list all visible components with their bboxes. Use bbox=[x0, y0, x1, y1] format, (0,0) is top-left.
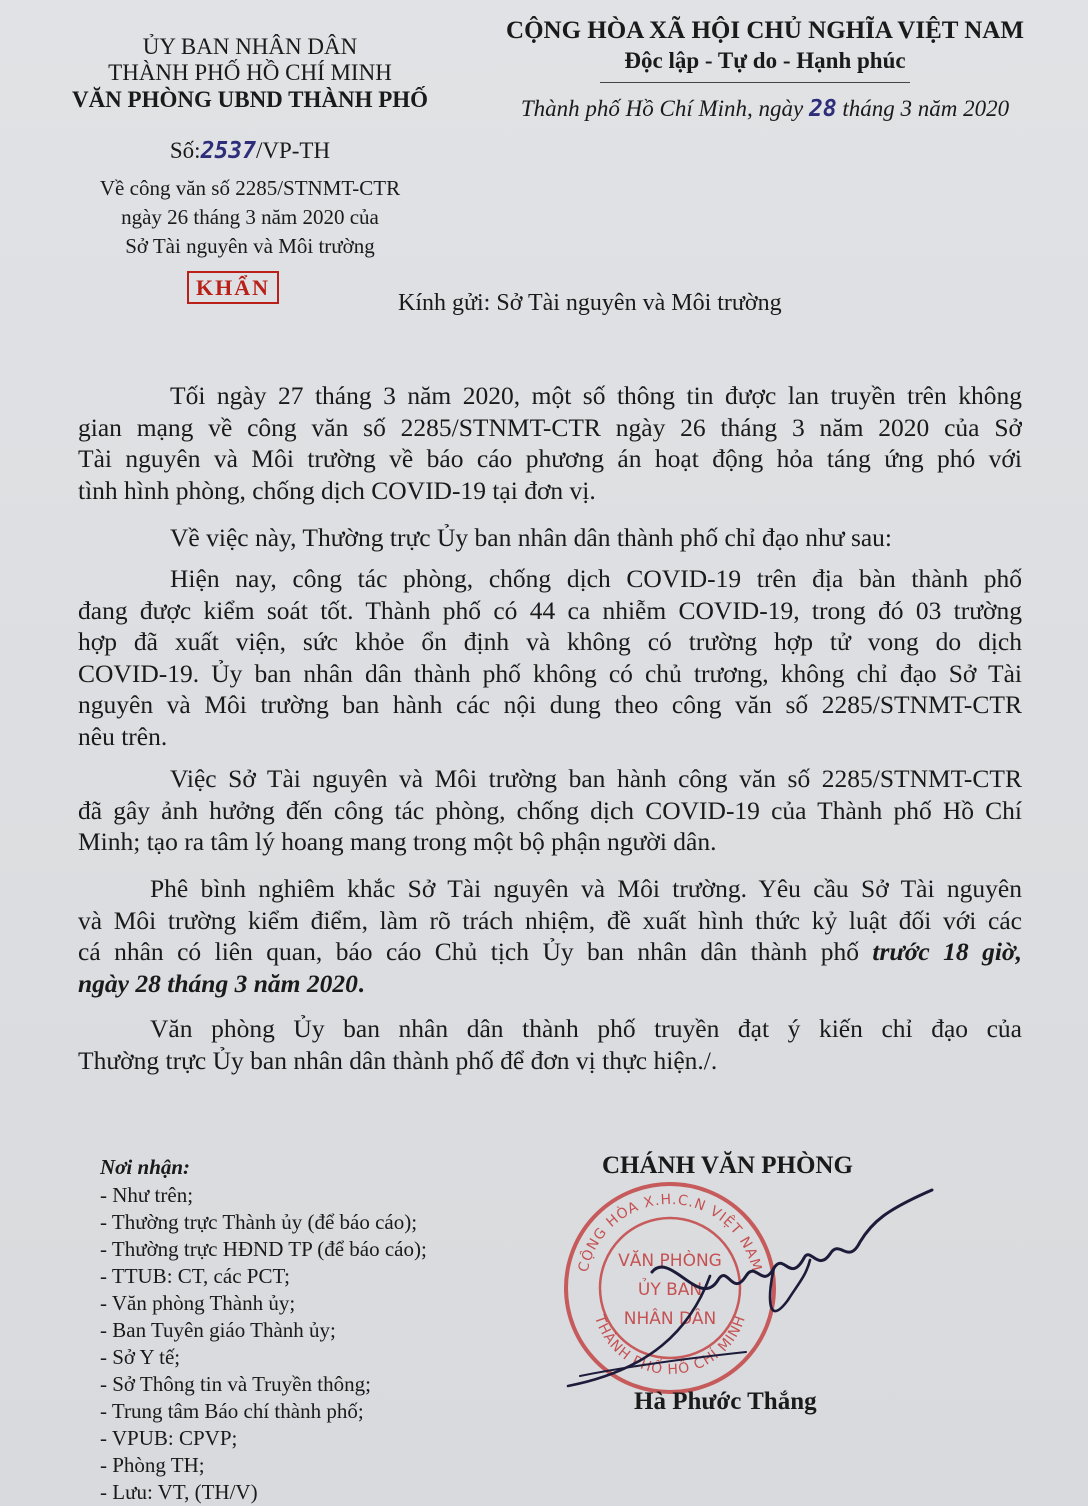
body-line bbox=[78, 936, 1022, 968]
body-line: nêu trên. bbox=[78, 721, 168, 751]
recipient-item: - Sở Y tế; bbox=[100, 1345, 181, 1369]
recipient-item: - Thường trực Thành ủy (để báo cáo); bbox=[100, 1210, 418, 1234]
deadline-emphasis: trước 18 giờ, bbox=[872, 937, 1022, 966]
agency-line-3: VĂN PHÒNG UBND THÀNH PHỐ bbox=[71, 87, 429, 112]
body-line bbox=[78, 968, 1022, 1000]
date-suffix: tháng 3 năm 2020 bbox=[836, 96, 1010, 121]
seal-center-line-3: NHÂN DÂN bbox=[623, 1309, 717, 1329]
body-line: nguyên và Môi trường ban hành các nội dung theo công văn số 2285/STNMT-CTR bbox=[78, 690, 1022, 719]
agency-line-2: THÀNH PHỐ HỒ CHÍ MINH bbox=[108, 60, 392, 85]
body-line: Văn phòng Ủy ban nhân dân thành phố truyền đạt ý kiến chỉ đạo của bbox=[150, 1014, 1022, 1043]
body-line: và Môi trường kiểm điểm, làm rõ trách nhiệm, đề xuất hình thức kỷ luật đối với các bbox=[78, 905, 1022, 935]
recipient-item: - Phòng TH; bbox=[100, 1453, 205, 1477]
motto-underline bbox=[600, 82, 910, 83]
recipient-item: - VPUB: CPVP; bbox=[100, 1426, 238, 1450]
body-text: cá nhân có liên quan, báo cáo Chủ tịch Ủy ban nhân dân thành phố bbox=[78, 937, 873, 966]
recipient-item: - TTUB: CT, các PCT; bbox=[100, 1264, 290, 1288]
date-line bbox=[470, 96, 1060, 122]
seal-center-line-1: VĂN PHÒNG bbox=[618, 1251, 722, 1271]
body-line: Thường trực Ủy ban nhân dân thành phố để đơn vị thực hiện./. bbox=[78, 1045, 718, 1075]
deadline-date: ngày 28 tháng 3 năm 2020 bbox=[78, 968, 358, 998]
signatory-name: Hà Phước Thắng bbox=[634, 1388, 817, 1415]
period: . bbox=[357, 968, 365, 998]
recipient-item: - Ban Tuyên giáo Thành ủy; bbox=[100, 1318, 336, 1342]
body-line: gian mạng về công văn số 2285/STNMT-CTR ngày 26 tháng 3 năm 2020 của Sở bbox=[78, 412, 1022, 442]
paragraph-4 bbox=[78, 763, 1022, 858]
doc-no-suffix: /VP-TH bbox=[255, 138, 331, 163]
date-prefix: Thành phố Hồ Chí Minh, ngày bbox=[520, 96, 809, 121]
recipient-line: Kính gửi: Sở Tài nguyên và Môi trường bbox=[398, 290, 782, 316]
body-line: đang được kiểm soát tốt. Thành phố có 44 ca nhiễm COVID-19, trong đó 03 trường bbox=[78, 595, 1022, 625]
paragraph-3 bbox=[78, 563, 1022, 752]
handwritten-signature bbox=[560, 1180, 980, 1410]
document-number bbox=[40, 138, 460, 164]
reference-line-2: ngày 26 tháng 3 năm 2020 của bbox=[121, 205, 379, 229]
seal-ring-top: CỘNG HÒA X.H.C.N VIỆT NAM bbox=[575, 1191, 765, 1274]
recipient-item: - Như trên; bbox=[100, 1183, 194, 1207]
body-line: hợp đã xuất viện, sức khỏe ổn định và không có trường hợp tử vong do dịch bbox=[78, 627, 1022, 656]
recipient-item: - Văn phòng Thành ủy; bbox=[100, 1291, 296, 1315]
reference-line-3: Sở Tài nguyên và Môi trường bbox=[125, 234, 375, 258]
doc-no-number: 2537 bbox=[200, 138, 256, 164]
body-line: Về việc này, Thường trực Ủy ban nhân dân thành phố chỉ đạo như sau: bbox=[170, 523, 893, 552]
body-line: đã gây ảnh hưởng đến công tác phòng, chống dịch COVID-19 của Thành phố Hồ Chí bbox=[78, 795, 1022, 825]
seal-ring-bottom: THÀNH PHỐ HỒ CHÍ MINH bbox=[591, 1313, 750, 1379]
reference-line-1: Về công văn số 2285/STNMT-CTR bbox=[99, 176, 401, 200]
paragraph-5 bbox=[78, 873, 1022, 999]
paragraph-2 bbox=[78, 522, 1022, 554]
body-line: Tài nguyên và Môi trường về báo cáo phương án hoạt động hỏa táng ứng phó với bbox=[78, 444, 1022, 473]
body-line: tình hình phòng, chống dịch COVID-19 tại đơn vị. bbox=[78, 475, 596, 505]
body-line: Việc Sở Tài nguyên và Môi trường ban hành công văn số 2285/STNMT-CTR bbox=[170, 764, 1022, 793]
motto: Độc lập - Tự do - Hạnh phúc bbox=[624, 48, 906, 73]
doc-no-prefix: Số: bbox=[169, 138, 201, 163]
recipients-title: Nơi nhận: bbox=[100, 1155, 191, 1179]
recipient-item: - Trung tâm Báo chí thành phố; bbox=[100, 1399, 364, 1423]
seal-center-line-2: ỦY BAN bbox=[637, 1280, 703, 1300]
body-line: COVID-19. Ủy ban nhân dân thành phố không có chủ trương, không chỉ đạo Sở Tài bbox=[78, 658, 1022, 688]
urgent-stamp: KHẨN bbox=[187, 271, 279, 304]
agency-line-1: ỦY BAN NHÂN DÂN bbox=[142, 34, 358, 59]
paragraph-6 bbox=[78, 1013, 1022, 1076]
body-line: Phê bình nghiêm khắc Sở Tài nguyên và Môi trường. Yêu cầu Sở Tài nguyên bbox=[150, 874, 1022, 903]
body-line: Tối ngày 27 tháng 3 năm 2020, một số thông tin được lan truyền trên không bbox=[170, 381, 1022, 410]
recipient-item: - Sở Thông tin và Truyền thông; bbox=[100, 1372, 371, 1396]
paragraph-1 bbox=[78, 380, 1022, 506]
signatory-title: CHÁNH VĂN PHÒNG bbox=[602, 1152, 853, 1179]
recipient-item: - Thường trực HĐND TP (để báo cáo); bbox=[100, 1237, 427, 1261]
nation-title: CỘNG HÒA XÃ HỘI CHỦ NGHĨA VIỆT NAM bbox=[506, 17, 1024, 44]
recipient-item: - Lưu: VT, (TH/V) bbox=[100, 1480, 258, 1504]
body-line: Hiện nay, công tác phòng, chống dịch COVID-19 trên địa bàn thành phố bbox=[170, 564, 1022, 593]
body-line: Minh; tạo ra tâm lý hoang mang trong một bộ phận người dân. bbox=[78, 827, 717, 856]
date-day: 28 bbox=[808, 96, 837, 122]
